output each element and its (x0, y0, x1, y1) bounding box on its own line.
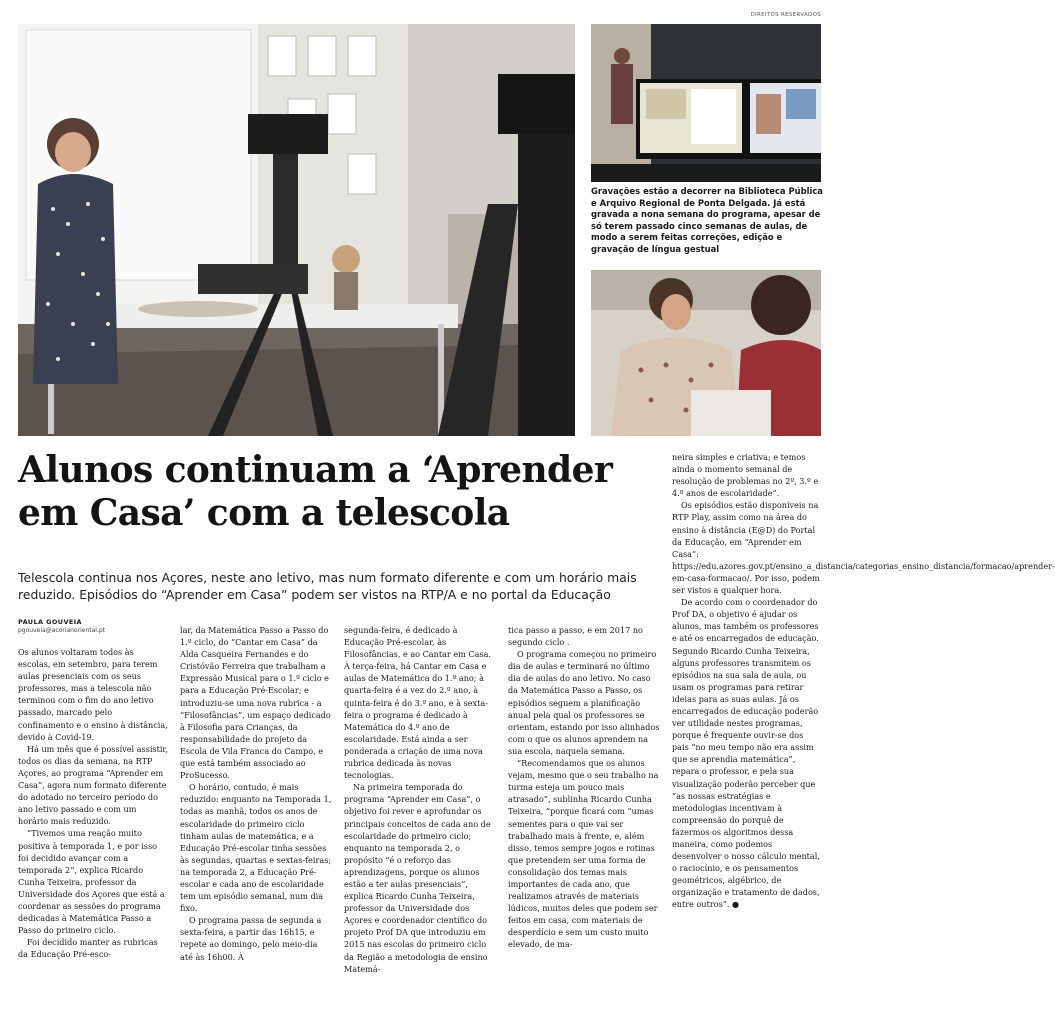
headline-line-2: em Casa’ com a telescola (18, 492, 510, 534)
headline-line-1: Alunos continuam a ‘Aprender (18, 449, 613, 491)
body-column-1 (18, 646, 168, 960)
main-photo (18, 24, 575, 436)
body-column-4 (508, 624, 660, 951)
paragraph: “Recomendamos que os alunos vejam, mesmo que o seu trabalho na turma esteja um pouco mais atrasado”, sublinha Ricardo Cunha Teixeira, “porque ficará com “umas sementes para o que vai ser trabalhado mais à frente, e, além disso, temos sempre jogos e rotinas que pretendem ser uma forma de consolidação dos temas mais importantes de cada ano, que realizamos através de materiais lúdicos, muitos deles que podem ser feitos em casa, com materiais de desperdício e sem um custo muito elevado, de ma- (508, 758, 659, 950)
paragraph: Os alunos voltaram todos às escolas, em setembro, para terem aulas presenciais com os seus professores, mas a telescola não terminou com o fim do ano letivo passado, marcado pelo confinamento e o ensino à distância, devido à Covid-19. (18, 647, 168, 742)
paragraph: Foi decidido manter as rubricas da Educação Pré-esco- (18, 937, 158, 960)
author-name: PAULA GOUVEIA (18, 618, 82, 626)
paragraph: O programa começou no primeiro dia de aulas e terminará no último dia de aulas do ano letivo. No caso da Matemática Passo a Passo, os episódios seguem a planificação anual pela qual os professores se orientam, estando por isso alinhados com o que os alunos aprendem na sua escola, naquela semana. (508, 649, 660, 756)
paragraph: O horário, contudo, é mais reduzido: enquanto na Temporada 1, todas as manhã, todos os anos de escolaridade do primeiro ciclo tinham aulas de matemática, e a Educação Pré-escolar tinha sessões às segundas, quartas e sextas-feiras; na temporada 2, a Educação Pré-escolar e cada ano de escolaridade tem um episódio semanal, num dia fixo. (180, 782, 332, 914)
photo-credit: DIREITOS RESERVADOS (750, 12, 821, 18)
side-photo-top-illustration (591, 24, 821, 182)
author-email[interactable]: pgouveia@acorianoriental.pt (18, 627, 105, 634)
side-photo-bottom (591, 270, 821, 436)
paragraph: lar, da Matemática Passo a Passo do 1.º ciclo, do “Cantar em Casa” da Alda Casqueira Fernandes e do Cristóvão Ferreira que trabalham a Expressão Musical para o 1.º ciclo e para a Educação Pré-Escolar; e introduziu-se uma nova rubrica - a “Filosofâncias”, um espaço dedicado à Filosofia para Crianças, da responsabilidade do projeto da Escola de Vila Franca do Campo, e que está também associado ao ProSucesso. (180, 625, 331, 781)
main-photo-illustration (18, 24, 575, 436)
paragraph: Há um mês que é possível assistir, todos os dias da semana, na RTP Açores, ao programa “Aprender em Casa”, agora num formato diferente do adotado no terceiro período do ano letivo passado e com um horário mais reduzido. (18, 743, 168, 827)
side-photo-top (591, 24, 821, 182)
paragraph: segunda-feira, é dedicado à Educação Pré-escolar, às Filosofâncias, e ao Cantar em Casa. À terça-feira, há Cantar em Casa e aulas de Matemática do 1.º ano; à quarta-feira é a vez do 2.º ano, à quinta-feira é do 3.º ano, e à sexta-feira o programa é dedicado à Matemática do 4.º ano de escolaridade. Está ainda a ser ponderada a criação de uma nova rubrica dedicada às novas tecnologias. (344, 625, 491, 781)
paragraph: O programa passa de segunda a sexta-feira, a partir das 16h15, e repete ao domingo, pelo meio-dia até às 16h00. À (180, 915, 322, 962)
paragraph: Os episódios estão disponíveis na RTP Play, assim como na área do ensino à distância (E@D) do Portal da Educação, em “Aprender em Casa”: https://edu.azores.gov.pt/ensino_a_distancia/categorias_ensino_distancia/formacao/aprender-em-casa-formacao/. Por isso, podem ser vistos a qualquer hora. (672, 500, 1055, 596)
body-column-3 (344, 624, 496, 975)
paragraph: neira simples e criativa; e temos ainda o momento semanal de resolução de problemas no 2º, 3.º e 4.º anos de escolaridade”. (672, 452, 819, 499)
side-photo-bottom-illustration (591, 270, 821, 436)
paragraph: tica passo a passo, e em 2017 no segundo ciclo . (508, 625, 643, 648)
paragraph: De acordo com o coordenador do Prof DA, o objetivo é ajudar os alunos, mas também os professores e até os encarregados de educação. Segundo Ricardo Cunha Teixeira, alguns professores transmitem os episódios na sua sala de aula, ou usam os programas para retirar ideias para as suas aulas. Já os encarregados de educação poderão ver utilidade nestes programas, porque é frequente ouvir-se dos pais “no meu tempo não era assim que se aprendia matemática”, repara o professor, e pela sua visualização poderão perceber que “as nossas estratégias e metodologias incentivam à compreensão do porquê de fazermos os algoritmos dessa maneira, como podemos desenvolver o nosso cálculo mental, o raciocínio, e os pensamentos geométricos, algébrico, de organização e tratamento de dados, entre outros”. ● (672, 597, 820, 910)
photo-caption: Gravações estão a decorrer na Biblioteca Pública e Arquivo Regional de Ponta Delgada. Já está gravada a nona semana do programa, apesar de só terem passado cinco semanas de aulas, de modo a serem feitas correções, edição e gravação de língua gestual (591, 186, 823, 254)
headline (18, 449, 668, 535)
lead-paragraph: Telescola continua nos Açores, neste ano letivo, mas num formato diferente e com um horário mais reduzido. Episódios do “Aprender em Casa” podem ser vistos na RTP/A e no portal da Educação (18, 570, 637, 602)
paragraph: “Tivemos uma reação muito positiva à temporada 1, e por isso foi decidido avançar com a temporada 2”, explica Ricardo Cunha Teixeira, professor da Universidade dos Açores que está a coordenar as sessões do programa dedicadas à Matemática Passo a Passo do primeiro ciclo. (18, 828, 165, 936)
body-column-5 (672, 451, 1055, 911)
body-column-2 (180, 624, 332, 963)
paragraph: Na primeira temporada do programa “Aprender em Casa”, o objetivo foi rever e aprofundar os principais conceitos de cada ano de escolaridade do primeiro ciclo; enquanto na temporada 2, o propósito “é o reforço das aprendizagens, porque os alunos estão a ter aulas presenciais”, explica Ricardo Cunha Teixeira, professor da Universidade dos Açores e coordenador científico do projeto Prof DA que introduziu em 2015 nas escolas do primeiro ciclo da Região a metodologia de ensino Matemá- (344, 782, 491, 974)
